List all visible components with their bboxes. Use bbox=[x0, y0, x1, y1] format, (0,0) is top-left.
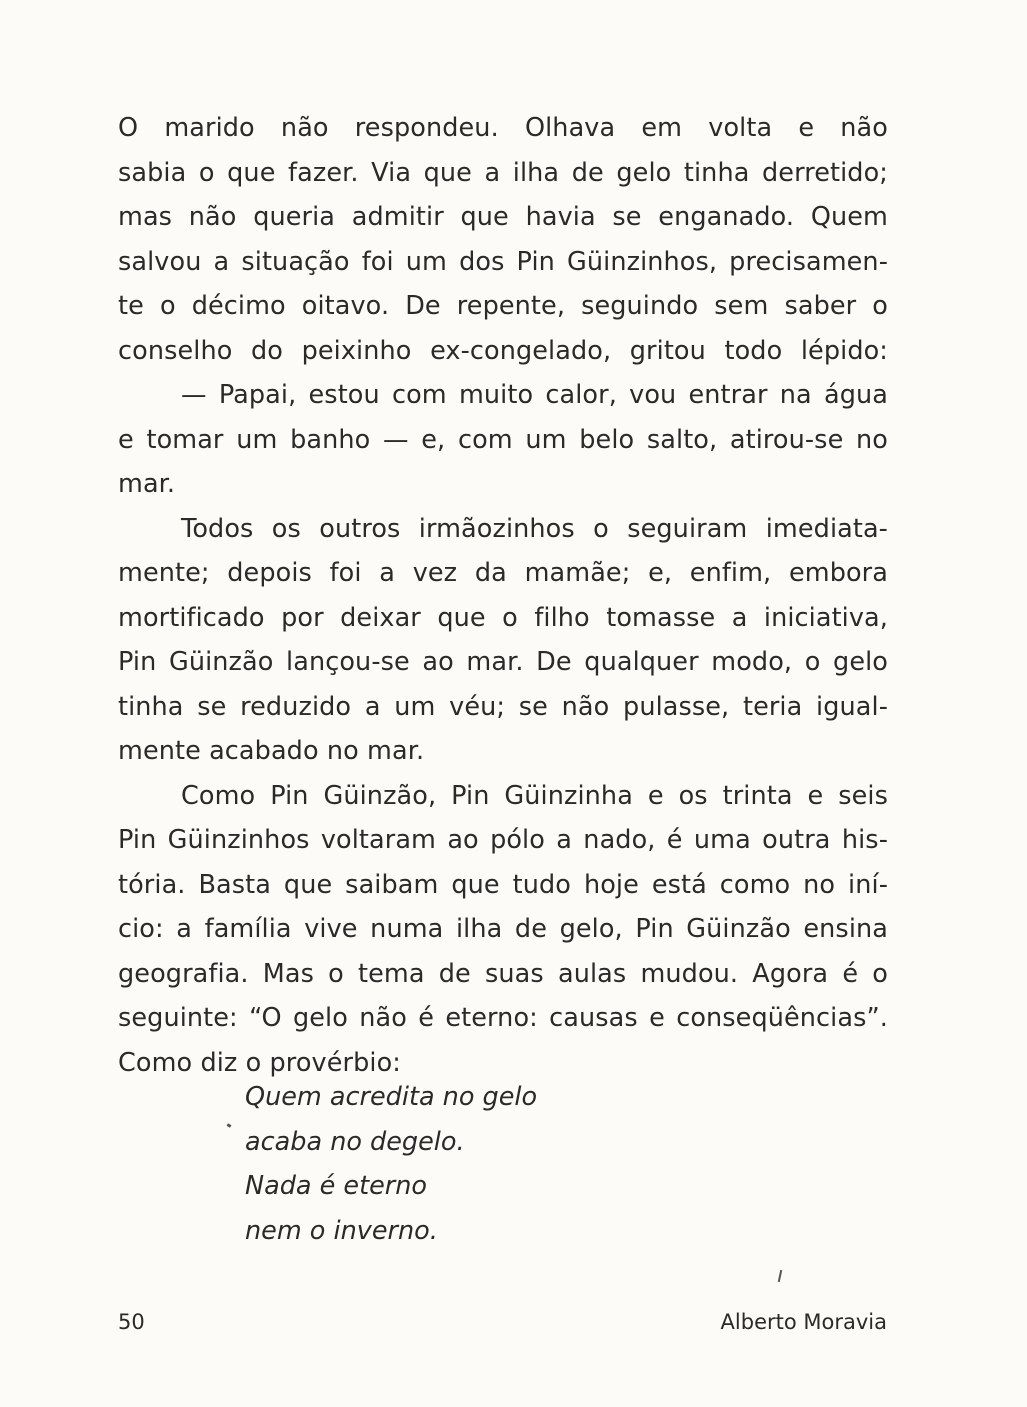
text-line: mente; depois foi a vez da mamãe; e, enfim, embora bbox=[118, 558, 888, 588]
text-line: geografia. Mas o tema de suas aulas mudou. Agora é o bbox=[118, 958, 888, 989]
text-line: Pin Güinzão lançou-se ao mar. De qualquer modo, o gelo bbox=[118, 647, 888, 677]
text-line: O marido não respondeu. Olhava em volta e não bbox=[118, 113, 888, 143]
paragraph bbox=[118, 774, 888, 1086]
text-line: Todos os outros irmãozinhos o seguiram imediata- bbox=[181, 513, 888, 544]
text-line: mar. bbox=[118, 469, 176, 499]
text-line: e tomar um banho — e, com um belo salto, atirou-se no bbox=[118, 424, 888, 455]
text-line: tória. Basta que saibam que tudo hoje está como no iní- bbox=[118, 869, 888, 900]
text-line: cio: a família vive numa ilha de gelo, Pin Güinzão ensina bbox=[118, 914, 888, 944]
text-line: mortificado por deixar que o filho tomasse a iniciativa, bbox=[118, 602, 888, 633]
print-speck bbox=[778, 1270, 782, 1282]
paragraph bbox=[118, 507, 888, 774]
author-footer: Alberto Moravia bbox=[720, 1310, 887, 1334]
poem-line: nem o inverno. bbox=[245, 1215, 438, 1246]
text-line: Pin Güinzinhos voltaram ao pólo a nado, é uma outra his- bbox=[118, 825, 888, 855]
text-line: sabia o que fazer. Via que a ilha de gelo tinha derretido; bbox=[118, 157, 888, 188]
print-speck bbox=[227, 1123, 232, 1128]
text-line: — Papai, estou com muito calor, vou entrar na água bbox=[181, 380, 888, 410]
body-text bbox=[118, 106, 888, 1085]
text-line: Como diz o provérbio: bbox=[118, 1047, 401, 1078]
poem-line: Nada é eterno bbox=[245, 1171, 428, 1201]
text-line: conselho do peixinho ex-congelado, gritou todo lépido: bbox=[118, 335, 888, 366]
paragraph bbox=[118, 106, 888, 507]
text-line: mas não queria admitir que havia se enganado. Quem bbox=[118, 202, 888, 232]
text-line: seguinte: “O gelo não é eterno: causas e conseqüências”. bbox=[118, 1003, 888, 1033]
proverb-poem bbox=[245, 1075, 537, 1253]
text-line: te o décimo oitavo. De repente, seguindo sem saber o bbox=[118, 291, 888, 321]
poem-line: acaba no degelo. bbox=[245, 1126, 465, 1157]
text-line: Como Pin Güinzão, Pin Güinzinha e os trinta e seis bbox=[181, 780, 888, 811]
poem-line: Quem acredita no gelo bbox=[245, 1082, 538, 1112]
text-line: mente acabado no mar. bbox=[118, 736, 425, 766]
text-line: salvou a situação foi um dos Pin Güinzinhos, precisamen- bbox=[118, 246, 888, 277]
page-number: 50 bbox=[118, 1310, 145, 1334]
text-line: tinha se reduzido a um véu; se não pulasse, teria igual- bbox=[118, 691, 888, 722]
